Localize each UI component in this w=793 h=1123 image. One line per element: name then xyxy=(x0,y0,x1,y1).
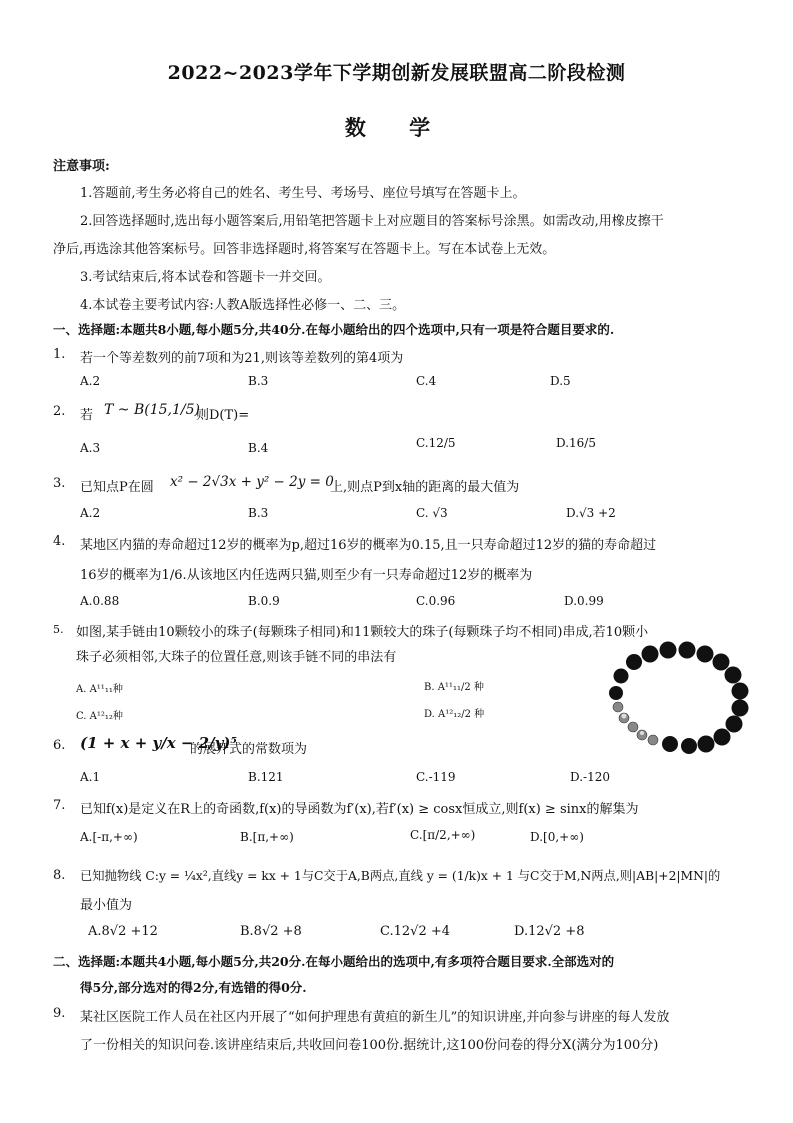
q3-formula: x² − 2√3x + y² − 2y = 0 xyxy=(170,474,334,490)
notice-heading: 注意事项: xyxy=(53,159,110,174)
q2-number: 2. xyxy=(53,404,66,419)
q7-number: 7. xyxy=(53,798,66,813)
q7-option-c: C.[π/2,+∞) xyxy=(410,828,476,842)
q4-option-d: D.0.99 xyxy=(564,594,604,608)
q4-option-a: A.0.88 xyxy=(80,594,120,608)
q3-option-a: A.2 xyxy=(80,506,101,520)
q3-option-c: C. √3 xyxy=(416,506,448,520)
section-1-heading: 一、选择题:本题共8小题,每小题5分,共40分.在每小题给出的四个选项中,只有一项是符合题目要求的. xyxy=(53,322,615,337)
q8-option-c: C.12√2 +4 xyxy=(380,924,451,939)
q8-option-d: D.12√2 +8 xyxy=(514,924,585,939)
q1-option-a: A.2 xyxy=(80,374,101,388)
q6-post: 的展开式的常数项为 xyxy=(190,742,308,757)
q8-line-1: 已知抛物线 C:y = ¼x²,直线y = kx + 1与C交于A,B两点,直线 y = (1/k)x + 1 与C交于M,N两点,则|AB|+2|MN|的 xyxy=(80,869,721,883)
q4-line-2: 16岁的概率为1/6.从该地区内任选两只猫,则至少有一只寿命超过12岁的概率为 xyxy=(80,568,533,583)
notice-item-2-cont: 净后,再选涂其他答案标号。回答非选择题时,将答案写在答题卡上。写在本试卷上无效。 xyxy=(53,242,556,257)
q6-option-b: B.121 xyxy=(248,770,284,784)
q9-line-1: 某社区医院工作人员在社区内开展了“如何护理患有黄疸的新生儿”的知识讲座,并向参与讲座的每人发放 xyxy=(80,1010,670,1025)
subject-title: 数 学 xyxy=(344,115,449,140)
q2-formula: T ~ B(15,1/5) xyxy=(104,402,200,418)
notice-item-4: 4.本试卷主要考试内容:人教A版选择性必修一、二、三。 xyxy=(80,298,406,313)
notice-item-3: 3.考试结束后,将本试卷和答题卡一并交回。 xyxy=(80,270,331,285)
section-2-heading-cont: 得5分,部分选对的得2分,有选错的得0分. xyxy=(80,980,307,995)
q9-line-2: 了一份相关的知识问卷.该讲座结束后,共收回问卷100份.据统计,这100份问卷的得分X(满分为100分) xyxy=(80,1038,659,1053)
q6-number: 6. xyxy=(53,738,66,753)
q6-option-a: A.1 xyxy=(80,770,101,784)
q7-option-a: A.[-π,+∞) xyxy=(80,830,138,844)
q5-line-1: 如图,某手链由10颗较小的珠子(每颗珠子相同)和11颗较大的珠子(每颗珠子均不相同)串成,若10颗小 xyxy=(76,625,649,640)
q8-option-b: B.8√2 +8 xyxy=(240,924,302,939)
q7-option-d: D.[0,+∞) xyxy=(530,830,584,844)
q5-option-c: C. A¹²₁₂种 xyxy=(76,711,123,722)
q2-option-d: D.16/5 xyxy=(556,436,596,450)
q6-formula: (1 + x + y/x − 2/y)⁵ xyxy=(80,734,237,752)
notice-item-2: 2.回答选择题时,选出每小题答案后,用铅笔把答题卡上对应题目的答案标号涂黑。如需改动,用橡皮擦干 xyxy=(80,214,664,229)
q5-option-d: D. A¹²₁₂/2 种 xyxy=(424,709,485,720)
q8-number: 8. xyxy=(53,868,66,883)
q7-option-b: B.[π,+∞) xyxy=(240,830,294,844)
q8-option-a: A.8√2 +12 xyxy=(88,924,158,939)
q4-number: 4. xyxy=(53,534,66,549)
q2-pre: 若 xyxy=(80,408,94,423)
q3-pre: 已知点P在圆 xyxy=(80,480,154,495)
q3-number: 3. xyxy=(53,476,66,491)
q1-text: 若一个等差数列的前7项和为21,则该等差数列的第4项为 xyxy=(80,351,404,366)
q1-option-b: B.3 xyxy=(248,374,269,388)
q2-option-c: C.12/5 xyxy=(416,436,456,450)
q3-option-b: B.3 xyxy=(248,506,269,520)
q9-number: 9. xyxy=(53,1006,66,1021)
q7-text: 已知f(x)是定义在R上的奇函数,f(x)的导函数为f′(x),若f′(x) ≥ cosx恒成立,则f(x) ≥ sinx的解集为 xyxy=(80,802,639,817)
q2-post: 则D(T)= xyxy=(196,408,250,423)
q5-number: 5. xyxy=(53,623,64,636)
q1-option-d: D.5 xyxy=(550,374,571,388)
notice-item-1: 1.答题前,考生务必将自己的姓名、考生号、考场号、座位号填写在答题卡上。 xyxy=(80,186,526,201)
q4-option-b: B.0.9 xyxy=(248,594,280,608)
q4-line-1: 某地区内猫的寿命超过12岁的概率为p,超过16岁的概率为0.15,且一只寿命超过12岁的猫的寿命超过 xyxy=(80,538,657,553)
q3-option-d: D.√3 +2 xyxy=(566,506,616,520)
q5-option-b: B. A¹¹₁₁/2 种 xyxy=(424,682,484,693)
q6-option-c: C.-119 xyxy=(416,770,456,784)
q4-option-c: C.0.96 xyxy=(416,594,456,608)
q1-option-c: C.4 xyxy=(416,374,437,388)
q6-option-d: D.-120 xyxy=(570,770,610,784)
q3-post: 上,则点P到x轴的距离的最大值为 xyxy=(330,480,520,495)
q5-line-2: 珠子必须相邻,大珠子的位置任意,则该手链不同的串法有 xyxy=(76,650,397,665)
q1-number: 1. xyxy=(53,347,66,362)
q2-option-a: A.3 xyxy=(80,441,101,455)
section-2-heading: 二、选择题:本题共4小题,每小题5分,共20分.在每小题给出的选项中,有多项符合题目要求.全部选对的 xyxy=(53,954,615,969)
page-title: 2022~2023学年下学期创新发展联盟高二阶段检测 xyxy=(167,62,626,84)
bracelet-figure-icon xyxy=(604,640,754,758)
q2-option-b: B.4 xyxy=(248,441,269,455)
q5-option-a: A. A¹¹₁₁种 xyxy=(76,684,123,695)
q8-line-2: 最小值为 xyxy=(80,898,133,913)
